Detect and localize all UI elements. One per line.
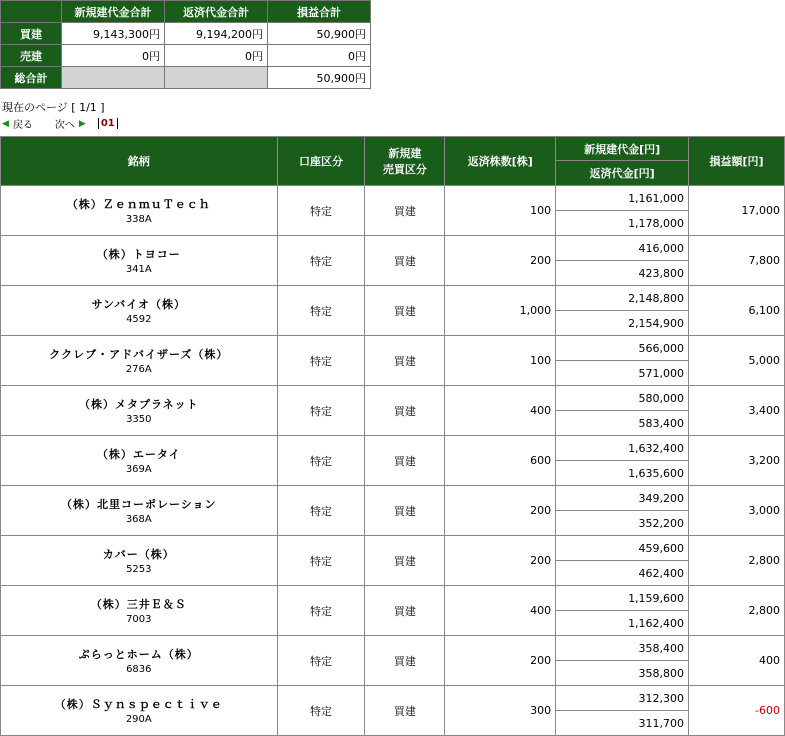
page-number[interactable]: 01 <box>98 118 118 129</box>
stock-name[interactable]: （株）Ｓｙｎｓｐｅｃｔｉｖｅ <box>54 698 223 711</box>
profit-loss: 2,800 <box>689 536 785 586</box>
close-quantity: 200 <box>445 536 556 586</box>
summary-header-open: 新規建代金合計 <box>62 1 165 23</box>
profit-loss: 400 <box>689 636 785 686</box>
account-type: 特定 <box>277 286 365 336</box>
close-quantity: 300 <box>445 686 556 736</box>
stock-name[interactable]: （株）トヨコー <box>96 248 181 261</box>
trade-type: 買建 <box>365 586 445 636</box>
table-row <box>1 386 785 411</box>
stock-name-cell <box>1 386 278 436</box>
summary-row-label: 総合計 <box>1 67 62 89</box>
profit-loss: -600 <box>689 686 785 736</box>
summary-header-close: 返済代金合計 <box>165 1 268 23</box>
stock-name-cell <box>1 636 278 686</box>
stock-code: 3350 <box>126 414 152 425</box>
profit-loss: 6,100 <box>689 286 785 336</box>
summary-cell: 50,900円 <box>268 67 371 89</box>
profit-loss: 2,800 <box>689 586 785 636</box>
trade-type: 買建 <box>365 536 445 586</box>
open-amount: 1,159,600 <box>556 586 689 611</box>
close-amount: 423,800 <box>556 261 689 286</box>
stock-code: 368A <box>125 514 152 525</box>
account-type: 特定 <box>277 636 365 686</box>
close-quantity: 400 <box>445 386 556 436</box>
account-type: 特定 <box>277 386 365 436</box>
close-amount: 583,400 <box>556 411 689 436</box>
account-type: 特定 <box>277 536 365 586</box>
page-info: 現在のページ [ 1/1 ] <box>2 101 105 114</box>
profit-loss: 3,000 <box>689 486 785 536</box>
open-amount: 312,300 <box>556 686 689 711</box>
trade-type: 買建 <box>365 436 445 486</box>
stock-name[interactable]: （株）ＺｅｎｍｕＴｅｃｈ <box>66 198 211 211</box>
stock-name[interactable]: ククレブ・アドバイザーズ（株） <box>49 348 229 361</box>
trade-type: 買建 <box>365 286 445 336</box>
stock-name-cell <box>1 286 278 336</box>
close-amount: 1,162,400 <box>556 611 689 636</box>
stock-name[interactable]: カバー（株） <box>102 548 175 561</box>
table-row <box>1 636 785 661</box>
stock-name[interactable]: （株）三井Ｅ＆Ｓ <box>90 598 187 611</box>
trade-type: 買建 <box>365 486 445 536</box>
summary-cell: 9,194,200円 <box>165 23 268 45</box>
profit-loss: 5,000 <box>689 336 785 386</box>
table-row <box>1 686 785 711</box>
stock-code: 7003 <box>126 614 152 625</box>
close-amount: 571,000 <box>556 361 689 386</box>
close-quantity: 200 <box>445 236 556 286</box>
next-arrow-icon[interactable]: ▶ <box>78 118 86 129</box>
open-amount: 2,148,800 <box>556 286 689 311</box>
stock-name-cell <box>1 536 278 586</box>
open-amount: 1,161,000 <box>556 186 689 211</box>
profit-loss: 17,000 <box>689 186 785 236</box>
stock-name[interactable]: （株）エータイ <box>96 448 181 461</box>
summary-row-label: 売建 <box>1 45 62 67</box>
col-header-qty: 返済株数[株] <box>445 137 556 186</box>
close-amount: 352,200 <box>556 511 689 536</box>
stock-name[interactable]: （株）メタプラネット <box>78 398 199 411</box>
close-quantity: 200 <box>445 486 556 536</box>
stock-code: 369A <box>125 464 152 475</box>
stock-name-cell <box>1 486 278 536</box>
table-row <box>1 186 785 211</box>
stock-code: 5253 <box>126 564 152 575</box>
back-arrow-icon[interactable]: ◀ <box>2 118 9 129</box>
close-quantity: 100 <box>445 186 556 236</box>
summary-header-pl: 損益合計 <box>268 1 371 23</box>
summary-cell: 0円 <box>62 45 165 67</box>
summary-cell: 9,143,300円 <box>62 23 165 45</box>
table-row <box>1 586 785 611</box>
open-amount: 349,200 <box>556 486 689 511</box>
table-row <box>1 236 785 261</box>
close-amount: 1,635,600 <box>556 461 689 486</box>
stock-name-cell <box>1 436 278 486</box>
close-amount: 358,800 <box>556 661 689 686</box>
close-amount: 1,178,000 <box>556 211 689 236</box>
summary-cell-empty <box>165 67 268 89</box>
col-header-pl: 損益額[円] <box>689 137 785 186</box>
summary-table <box>0 0 371 89</box>
col-header-open-amount: 新規建代金[円] <box>556 137 689 161</box>
stock-name[interactable]: サンバイオ（株） <box>91 298 186 311</box>
summary-row-label: 買建 <box>1 23 62 45</box>
stock-name-cell <box>1 186 278 236</box>
account-type: 特定 <box>277 186 365 236</box>
summary-cell: 0円 <box>268 45 371 67</box>
stock-code: 338A <box>125 214 152 225</box>
summary-cell: 0円 <box>165 45 268 67</box>
table-row <box>1 336 785 361</box>
stock-code: 276A <box>125 364 152 375</box>
stock-name-cell <box>1 336 278 386</box>
col-header-trade-type: 新規建 売買区分 <box>365 137 445 186</box>
stock-code: 341A <box>125 264 152 275</box>
table-row <box>1 486 785 511</box>
stock-name[interactable]: ぷらっとホーム（株） <box>78 648 199 661</box>
open-amount: 358,400 <box>556 636 689 661</box>
profit-loss: 3,200 <box>689 436 785 486</box>
profit-loss: 3,400 <box>689 386 785 436</box>
back-link[interactable]: 戻る <box>12 120 33 131</box>
trade-type: 買建 <box>365 386 445 436</box>
profit-loss: 7,800 <box>689 236 785 286</box>
open-amount: 580,000 <box>556 386 689 411</box>
close-amount: 311,700 <box>556 711 689 736</box>
stock-name-cell <box>1 686 278 736</box>
close-quantity: 400 <box>445 586 556 636</box>
next-link[interactable]: 次へ <box>54 120 75 131</box>
table-row <box>1 286 785 311</box>
close-amount: 462,400 <box>556 561 689 586</box>
account-type: 特定 <box>277 686 365 736</box>
table-row <box>1 536 785 561</box>
trade-type: 買建 <box>365 636 445 686</box>
table-row <box>1 436 785 461</box>
open-amount: 1,632,400 <box>556 436 689 461</box>
account-type: 特定 <box>277 486 365 536</box>
close-quantity: 1,000 <box>445 286 556 336</box>
trade-type: 買建 <box>365 186 445 236</box>
stock-name-cell <box>1 586 278 636</box>
summary-corner <box>1 1 62 23</box>
stock-code: 4592 <box>126 314 152 325</box>
close-quantity: 200 <box>445 636 556 686</box>
trade-type: 買建 <box>365 336 445 386</box>
stock-name[interactable]: （株）北里コーポレーション <box>61 498 217 511</box>
account-type: 特定 <box>277 586 365 636</box>
account-type: 特定 <box>277 436 365 486</box>
stock-name-cell <box>1 236 278 286</box>
open-amount: 459,600 <box>556 536 689 561</box>
col-header-close-amount: 返済代金[円] <box>556 161 689 186</box>
close-amount: 2,154,900 <box>556 311 689 336</box>
trade-type: 買建 <box>365 686 445 736</box>
col-header-name: 銘柄 <box>1 137 278 186</box>
open-amount: 566,000 <box>556 336 689 361</box>
stock-code: 6836 <box>126 664 152 675</box>
account-type: 特定 <box>277 336 365 386</box>
close-quantity: 100 <box>445 336 556 386</box>
col-header-account: 口座区分 <box>277 137 365 186</box>
open-amount: 416,000 <box>556 236 689 261</box>
close-quantity: 600 <box>445 436 556 486</box>
positions-table <box>0 136 785 736</box>
account-type: 特定 <box>277 236 365 286</box>
summary-cell-empty <box>62 67 165 89</box>
trade-type: 買建 <box>365 236 445 286</box>
summary-cell: 50,900円 <box>268 23 371 45</box>
stock-code: 290A <box>125 714 152 725</box>
pager <box>2 116 118 131</box>
